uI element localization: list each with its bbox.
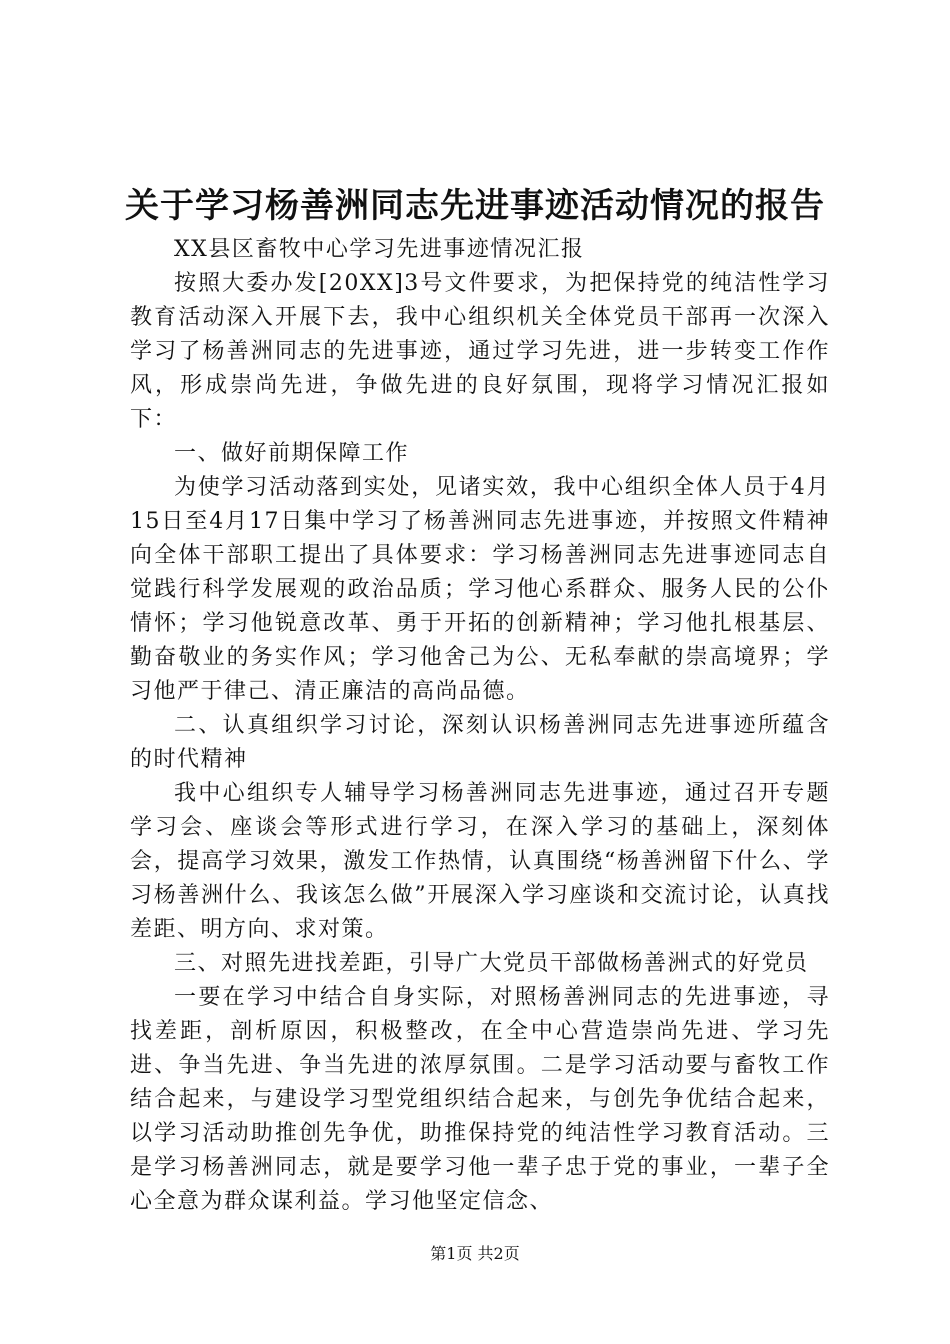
document-title: 关于学习杨善洲同志先进事迹活动情况的报告 (125, 186, 825, 226)
paragraph-section-3: 一要在学习中结合自身实际，对照杨善洲同志的先进事迹，寻找差距，剖析原因，积极整改，在全中心营造崇尚先进、学习先进、争当先进、争当先进的浓厚氛围。二是学习活动要与畜牧工作结合起来，与建设学习型党组织结合起来，与创先争优结合起来，以学习活动助推创先争优，助推保持党的纯洁性学习教育活动。三是学习杨善洲同志，就是要学习他一辈子忠于党的事业，一辈子全心全意为群众谋利益。学习他坚定信念、 (130, 985, 830, 1214)
paragraph-section-1: 为使学习活动落到实处，见诸实效，我中心组织全体人员于4月15日至4月17日集中学习了杨善洲同志先进事迹，并按照文件精神向全体干部职工提出了具体要求：学习杨善洲同志先进事迹同志自觉践行科学发展观的政治品质；学习他心系群众、服务人民的公仆情怀；学习他锐意改革、勇于开拓的创新精神；学习他扎根基层、勤奋敬业的务实作风；学习他舍己为公、无私奉献的崇高境界；学习他严于律己、清正廉洁的高尚品德。 (130, 475, 830, 704)
section-heading-1: 一、做好前期保障工作 (174, 441, 410, 466)
section-heading-2: 二、认真组织学习讨论，深刻认识杨善洲同志先进事迹所蕴含的时代精神 (130, 713, 830, 772)
paragraph-subtitle: XX县区畜牧中心学习先进事迹情况汇报 (174, 237, 585, 262)
section-heading-3: 三、对照先进找差距，引导广大党员干部做杨善洲式的好党员 (174, 951, 809, 976)
paragraph-intro: 按照大委办发[20XX]3号文件要求，为把保持党的纯洁性学习教育活动深入开展下去，我中心组织机关全体党员干部再一次深入学习了杨善洲同志的先进事迹，通过学习先进，进一步转变工作作风，形成崇尚先进，争做先进的良好氛围，现将学习情况汇报如下： (130, 271, 830, 432)
document-body (130, 233, 830, 1219)
page-number-footer: 第1页 共2页 (430, 1244, 520, 1263)
paragraph-section-2: 我中心组织专人辅导学习杨善洲同志先进事迹，通过召开专题学习会、座谈会等形式进行学习，在深入学习的基础上，深刻体会，提高学习效果，激发工作热情，认真围绕“杨善洲留下什么、学习杨善洲什么、我该怎么做”开展深入学习座谈和交流讨论，认真找差距、明方向、求对策。 (130, 781, 830, 942)
